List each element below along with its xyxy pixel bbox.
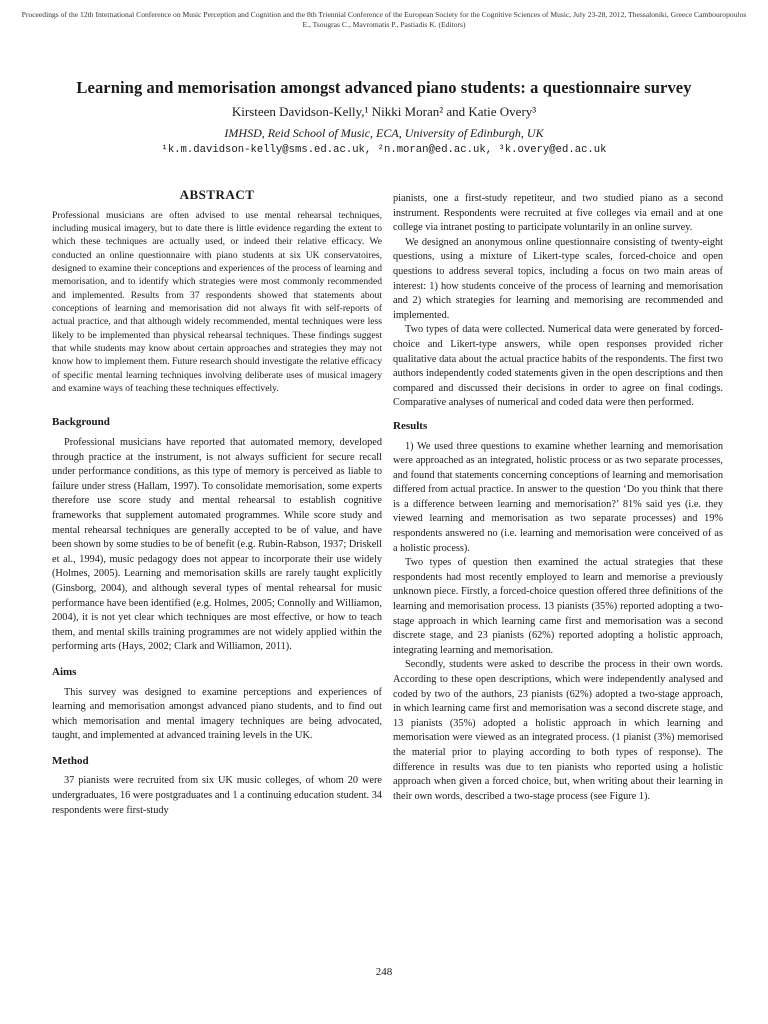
author-list: Kirsteen Davidson-Kelly,¹ Nikki Moran² and Katie Overy³: [231, 104, 537, 119]
method-paragraph-1-continued: pianists, one a first-study repetiteur, and two studied piano as a second instrument. Respondents were recruited at five colleges via email and at one college via intranet posting to participate voluntarily in an online survey.: [393, 193, 723, 234]
aims-heading: Aims: [52, 665, 77, 678]
abstract-heading: ABSTRACT: [179, 187, 255, 202]
method-heading: Method: [52, 754, 89, 767]
paper-title: Learning and memorisation amongst advanced piano students: a questionnaire survey: [76, 78, 692, 97]
background-heading: Background: [52, 416, 110, 429]
method-paragraph-1: 37 pianists were recruited from six UK music colleges, of whom 20 were undergraduates, 16 were postgraduates and 1 a continuing education student. 34 respondents were first-study: [52, 775, 382, 816]
proceedings-header: Proceedings of the 12th International Conference on Music Perception and Cognition and the 8th Triennial Conference of the European Society for the Cognitive Sciences of Music, July 23-28, 2012, Thessaloniki, Greece Cambouropoulos E., Tsougras C., Mavromatis P., Pastiadis K. (Editors): [21, 10, 747, 29]
right-column: [393, 192, 723, 804]
method-paragraph-3: Two types of data were collected. Numerical data were generated by forced-choice and Likert-type answers, while open responses provided richer qualitative data about the actual practice habits of the respondents. The first two authors independently coded statements given in the open descriptions and then compared and discussed their decisions in order to agree on final codings. Comparative analyses of numerical and coded data were then performed.: [393, 324, 723, 409]
results-paragraph-3: Secondly, students were asked to describe the process in their own words. According to these open descriptions, which were independently analysed and coded by two of the authors, 23 pianists (62%) adopted a two-stage approach, in which learning came first and memorisation was a second discrete stage, and 13 pianists (35%) adopted a holistic approach in which learning and memorisation were viewed as an integrated process. (1 pianist (3%) memorised the material prior to playing according to both types of response). The difference in results was due to ten pianists who reported using a holistic approach when given a forced choice, but, when writing about their learning in their own words, described a two-stage process (see Figure 1).: [393, 659, 723, 802]
results-heading: Results: [393, 419, 428, 432]
author-emails: ¹k.m.davidson-kelly@sms.ed.ac.uk, ²n.moran@ed.ac.uk, ³k.overy@ed.ac.uk: [161, 144, 607, 156]
results-paragraph-1: 1) We used three questions to examine whether learning and memorisation were approached as an integrated, holistic process or as two separate processes, and found that statements concerning conceptions of learning and memorisation differed from actual practice. In answer to the question ‘Do you think that there is a difference between learning and memorisation?’ 81% said yes (i.e. they viewed learning and memorisation as two separate processes) and 19% respondents answered no (i.e. learning and memorisation were conceived of as a holistic process).: [393, 440, 723, 554]
aims-paragraph: This survey was designed to examine perceptions and experiences of learning and memorisation amongst advanced piano students, and to find out which memorisation and mental imagery techniques are being advocated, taught, and implemented at advanced training levels in the UK.: [52, 686, 382, 742]
results-paragraph-2: Two types of question then examined the actual strategies that these respondents had most recently employed to learn and memorise a previously unknown piece. Firstly, a forced-choice question offered three definitions of the learning and memorisation process. 13 pianists (35%) reported adopting a two-stage approach in which learning came first and memorisation was a second discrete stage, and 23 pianists (62%) reported adopting a holistic approach, integrating learning and memorisation.: [393, 557, 723, 656]
page-number: 248: [375, 966, 393, 978]
abstract-body: [52, 209, 382, 396]
left-column: [52, 188, 382, 818]
affiliation: IMHSD, Reid School of Music, ECA, University of Edinburgh, UK: [224, 126, 544, 140]
abstract-paragraph: Professional musicians are often advised to use mental rehearsal techniques, including musical imagery, but to date there is little evidence regarding the extent to which these techniques are actually used, or indeed their relative efficacy. We conducted an online questionnaire with piano students at six UK conservatoires, designed to examine their conceptions and experiences of the process of learning and memorisation, and to identify which strategies were most commonly recommended and implemented. Results from 37 respondents showed that statements about conceptions of learning and memorisation did not always fit with self-reports of actual practice, and that although widely recommended, mental techniques were less likely to be implemented than physical rehearsal techniques. These findings suggest that while students may know about certain approaches and strategies they may not know how to implement them. Future research should investigate the relative efficacy of specific mental learning techniques involving deliberate uses of musical imagery and examine ways of teaching these techniques effectively.: [52, 209, 382, 395]
method-paragraph-2: We designed an anonymous online questionnaire consisting of twenty-eight questions, using a mixture of Likert-type scales, forced-choice and open questions to address several topics, including a focus on two main areas of interest: 1) how students conceive of the process of learning and memorisation and 2) which strategies for learning and memorising are recommended and implemented.: [393, 236, 723, 321]
background-paragraph: Professional musicians have reported that automated memory, developed through practice at the instrument, is not always sufficient for secure recall under performance conditions, as this type of memory is perceived as liable to failure under stress (Hallam, 1997). To consolidate memorisation, some experts therefore use score study and mental rehearsal to establish cognitive frameworks that supplement automated programmes. While score study and mental rehearsal techniques are generally accepted to be of value, and have been shown by some studies to be of benefit (e.g. Rubin-Rabson, 1937; Driskell et al., 1994), music pedagogy does not appear to incorporate their use widely (Holmes, 2005). Learning and memorisation skills are rarely taught explicitly (Ginsborg, 2004), and although several types of mental rehearsal for music performance have been identified (e.g. Holmes, 2005; Connolly and Williamon, 2004), it is not yet clear which techniques are most effective, or how to teach them, and mental skills training programmes are not widely applied within the performing arts (Hays, 2002; Clark and Williamon, 2011).: [52, 437, 382, 653]
